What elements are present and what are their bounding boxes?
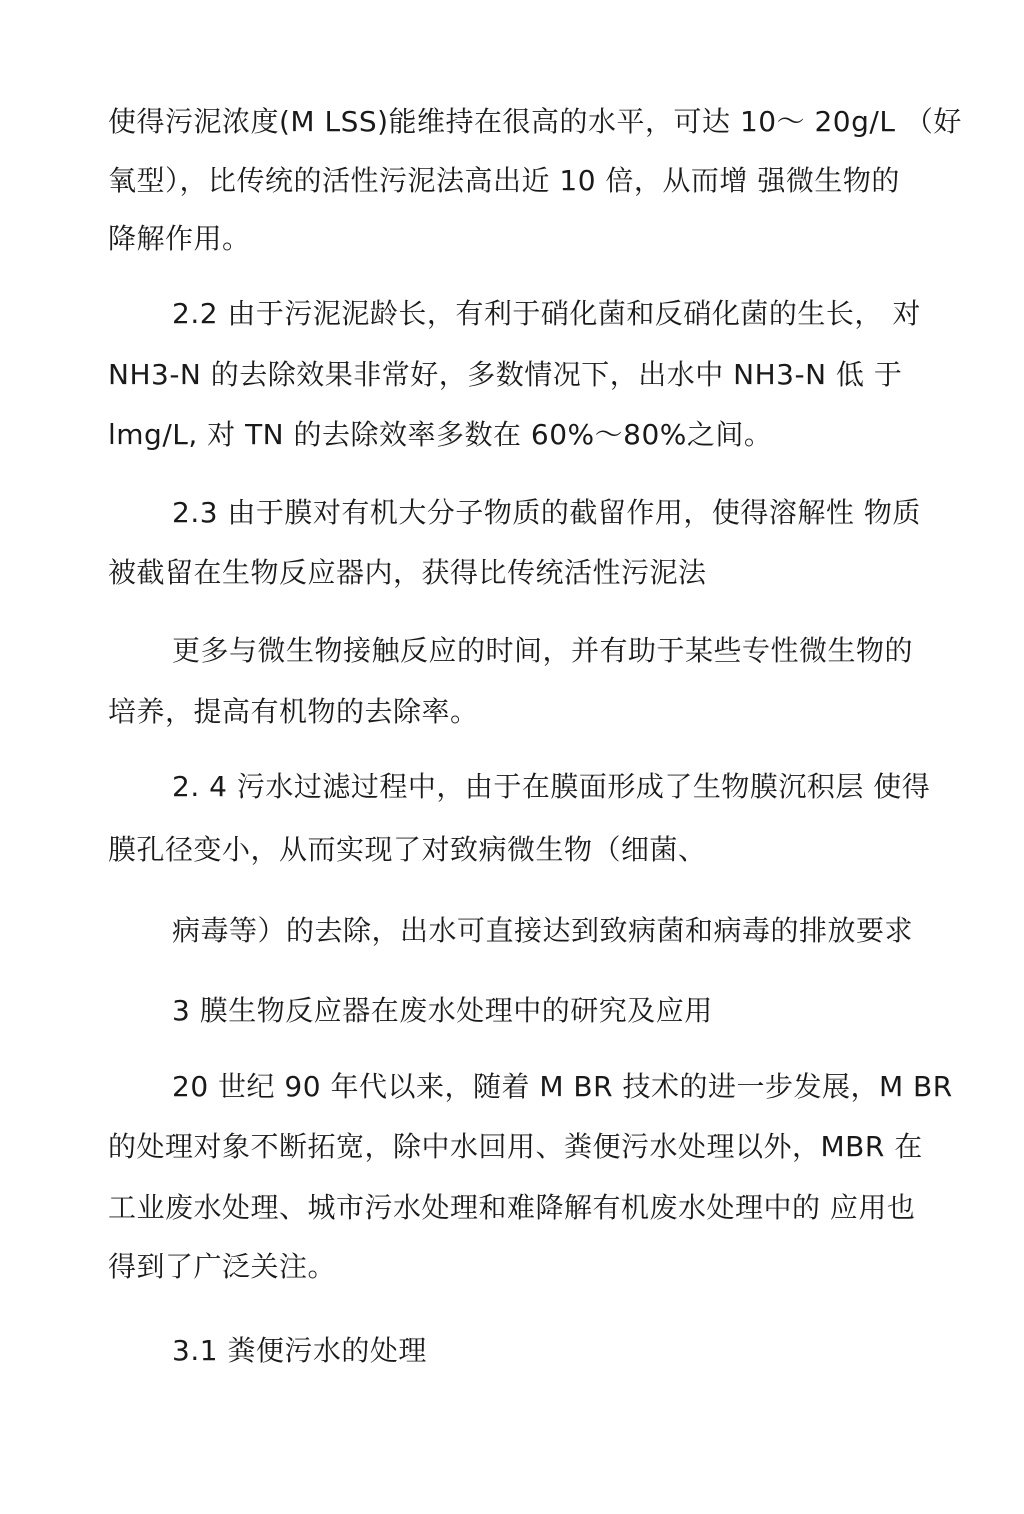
text-line: 使得污泥浓度(M LSS)能维持在很高的水平，可达 10～ 20g/L （好 — [108, 105, 962, 138]
text-line: 得到了广泛关注。 — [108, 1250, 337, 1283]
section-heading: 3 膜生物反应器在废水处理中的研究及应用 — [172, 994, 713, 1027]
text-line: 的处理对象不断拓宽，除中水回用、粪便污水处理以外，MBR 在 — [108, 1130, 923, 1163]
text-line: 2. 4 污水过滤过程中，由于在膜面形成了生物膜沉积层 使得 — [172, 770, 931, 803]
text-line: 膜孔径变小，从而实现了对致病微生物（细菌、 — [108, 833, 707, 866]
text-line: NH3-N 的去除效果非常好，多数情况下，出水中 NH3-N 低 于 — [108, 358, 903, 391]
text-line: 更多与微生物接触反应的时间，并有助于某些专性微生物的 — [172, 634, 914, 667]
text-line: 工业废水处理、城市污水处理和难降解有机废水处理中的 应用也 — [108, 1191, 916, 1224]
text-line: 20 世纪 90 年代以来，随着 M BR 技术的进一步发展，M BR — [172, 1070, 953, 1103]
text-line: 培养，提高有机物的去除率。 — [108, 695, 479, 728]
text-line: lmg/L, 对 TN 的去除效率多数在 60%～80%之间。 — [108, 418, 773, 451]
subsection-heading: 3.1 粪便污水的处理 — [172, 1334, 427, 1367]
text-line: 2.2 由于污泥泥龄长，有利于硝化菌和反硝化菌的生长， 对 — [172, 297, 921, 330]
text-line: 被截留在生物反应器内，获得比传统活性污泥法 — [108, 556, 707, 589]
text-line: 氧型），比传统的活性污泥法高出近 10 倍，从而增 强微生物的 — [108, 164, 900, 197]
text-line: 病毒等）的去除，出水可直接达到致病菌和病毒的排放要求 — [172, 914, 914, 947]
text-line: 2.3 由于膜对有机大分子物质的截留作用，使得溶解性 物质 — [172, 496, 921, 529]
text-line: 降解作用。 — [108, 222, 251, 255]
